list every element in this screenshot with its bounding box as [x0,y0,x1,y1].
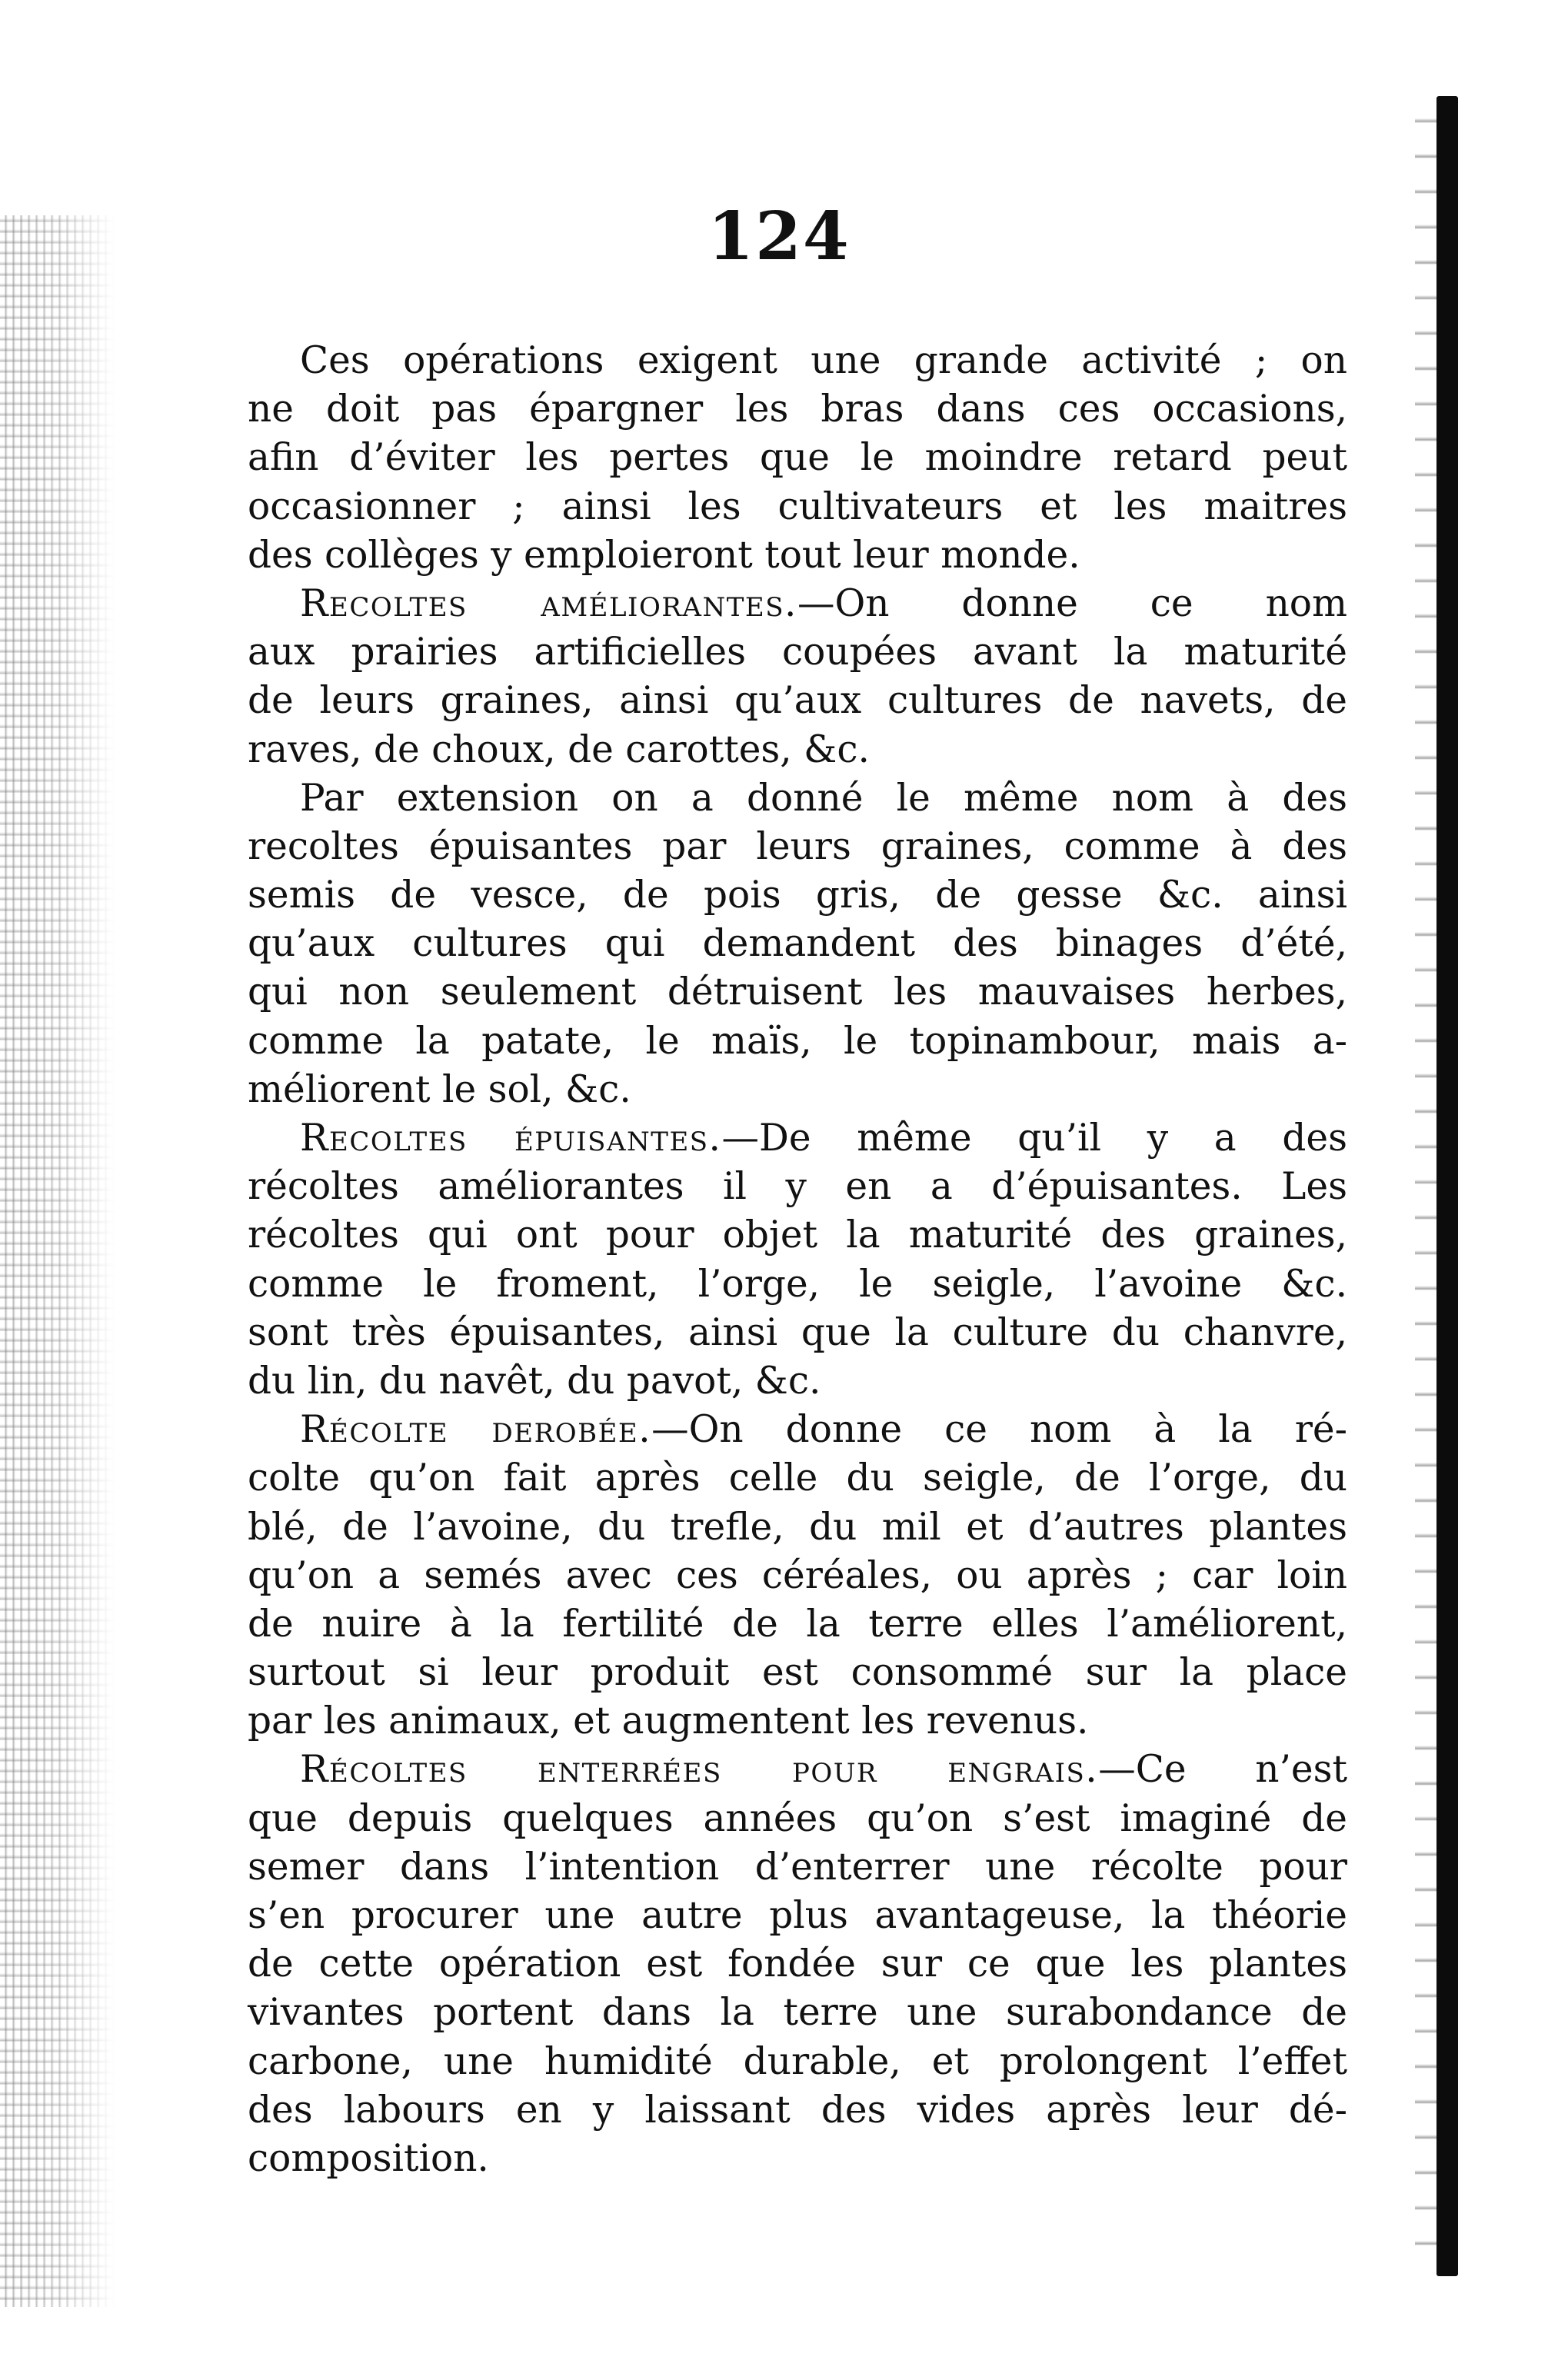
text-line: s’en procurer une autre plus avantageuse, la théorie [248,1894,1347,1937]
text-line: afin d’éviter les pertes que le moindre retard peut [248,436,1347,480]
text-line: qui non seulement détruisent les mauvaises herbes, [248,970,1347,1014]
page-edge-shadow [1415,96,1436,2276]
text-line: occasionner ; ainsi les cultivateurs et les maitres [248,484,1347,528]
text-line: Par extension on a donné le même nom à des [300,776,1347,820]
text-line: que depuis quelques années qu’on s’est imaginé de [248,1796,1347,1840]
entry-heading: Recoltes épuisantes. [300,1117,722,1160]
text-line: de leurs graines, ainsi qu’aux cultures de navets, de [248,679,1347,723]
entry-heading: Recoltes améliorantes. [300,581,797,625]
text-line: vivantes portent dans la terre une surabondance de [248,1991,1347,2035]
entry-line [248,1114,1347,1163]
text-line: aux prairies artificielles coupées avant la maturité [248,631,1347,674]
text-line: de cette opération est fondée sur ce que les plantes [248,1942,1347,1986]
entry-line [248,1746,1347,1794]
text-line: qu’aux cultures qui demandent des binages d’été, [248,922,1347,966]
entry-line [248,580,1347,628]
text-line: méliorent le sol, &c. [248,1067,631,1111]
text-line: raves, de choux, de carottes, &c. [248,727,870,771]
text-line: carbone, une humidité durable, et prolongent l’effet [248,2039,1347,2083]
text-line: des labours en y laissant des vides après leur dé- [248,2088,1347,2132]
text-line: des collèges y emploieront tout leur monde. [248,533,1080,577]
entry-lead-text: —De même qu’il y a des [721,1117,1347,1160]
text-line: surtout si leur produit est consommé sur la place [248,1651,1347,1695]
body-text [248,337,1347,2183]
text-line: composition. [248,2136,489,2180]
entry-lead-text: —On donne ce nom [797,581,1347,625]
text-line: de nuire à la fertilité de la terre elles l’améliorent, [248,1602,1347,1646]
text-line: blé, de l’avoine, du trefle, du mil et d’autres plantes [248,1505,1347,1549]
entry-line [248,1406,1347,1454]
text-line: par les animaux, et augmentent les revenus. [248,1699,1089,1743]
text-line: recoltes épuisantes par leurs graines, comme à des [248,824,1347,868]
entry-heading: Récoltes enterrées pour engrais. [300,1748,1099,1792]
text-line: sont très épuisantes, ainsi que la culture du chanvre, [248,1310,1347,1354]
text-line: du lin, du navêt, du pavot, &c. [248,1359,821,1403]
text-line: qu’on a semés avec ces céréales, ou après ; car loin [248,1553,1347,1597]
text-line: ne doit pas épargner les bras dans ces occasions, [248,388,1347,431]
text-line: colte qu’on fait après celle du seigle, de l’orge, du [248,1456,1347,1500]
page-edge-bar [1436,96,1458,2276]
text-line: comme la patate, le maïs, le topinambour, mais a- [248,1019,1347,1063]
text-line: semis de vesce, de pois gris, de gesse &c. ainsi [248,874,1347,917]
entry-lead-text: —On donne ce nom à la ré- [651,1408,1348,1452]
text-line: comme le froment, l’orge, le seigle, l’avoine &c. [248,1262,1347,1306]
page-number: 124 [707,198,851,275]
text-line: récoltes qui ont pour objet la maturité des graines, [248,1213,1347,1257]
text-line: Ces opérations exigent une grande activité ; on [300,339,1347,382]
text-line: récoltes améliorantes il y en a d’épuisantes. Les [248,1165,1347,1209]
text-line: semer dans l’intention d’enterrer une récolte pour [248,1845,1347,1889]
entry-heading: Récolte derobée. [300,1408,652,1452]
scanned-binding-edge [0,215,115,2307]
entry-lead-text: —Ce n’est [1098,1748,1348,1792]
